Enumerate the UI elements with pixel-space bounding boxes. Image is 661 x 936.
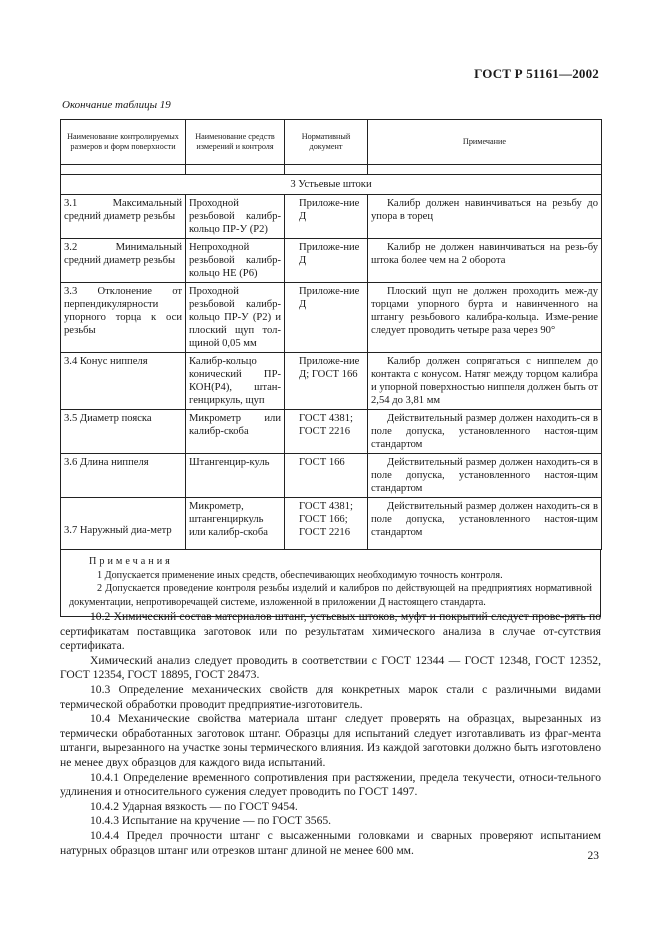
cell-parameter: 3.1 Максимальный средний диаметр резьбы [61, 195, 186, 239]
note-item: 1 Допускается применение иных средств, обеспечивающих необходимую точность контроля. [97, 569, 503, 581]
spacer-row [61, 165, 602, 175]
cell-instrument: Проходной резьбовой калибр-кольцо ПР-У (Р2) и плоский щуп тол-щиной 0,05 мм [186, 283, 285, 353]
paragraph: 10.4.1 Определение временного сопротивления при растяжении, предела текучести, относи-тельного удлинения и относительного сужения следует проводить по ГОСТ 1497. [60, 770, 601, 799]
cell-note: Действительный размер должен находить-ся в поле допуска, установленного настоя-щим стандартом [368, 410, 602, 454]
cell-standard: ГОСТ 4381; ГОСТ 2216 [285, 410, 368, 454]
cell-instrument: Микрометр или калибр-скоба [186, 410, 285, 454]
paragraph: Химический анализ следует проводить в соответствии с ГОСТ 12344 — ГОСТ 12348, ГОСТ 12352, ГОСТ 12354, ГОСТ 18895, ГОСТ 28473. [60, 653, 601, 682]
table-caption: Окончание таблицы 19 [62, 99, 171, 111]
table-row [61, 454, 602, 498]
column-header: Нормативный документ [285, 120, 368, 165]
cell-parameter: 3.3 Отклонение от перпендикулярности упорного торца к оси резьбы [61, 283, 186, 353]
cell-note: Действительный размер должен находить-ся в поле допуска, установленного настоя-щим стандартом [368, 498, 602, 550]
table-row [61, 498, 602, 550]
paragraph: 10.4.2 Ударная вязкость — по ГОСТ 9454. [90, 799, 298, 813]
column-header: Примечание [368, 120, 602, 165]
cell-parameter: 3.4 Конус ниппеля [61, 353, 186, 410]
cell-standard: Приложе-ние Д [285, 239, 368, 283]
notes-title: Примечания [89, 556, 173, 567]
cell-instrument: Проходной резьбовой калибр-кольцо ПР-У (Р2) [186, 195, 285, 239]
column-header: Наименование контролируемых размеров и форм поверхности [61, 120, 186, 165]
cell-instrument: Микрометр, штангенциркуль или калибр-скоба [186, 498, 285, 550]
cell-note: Калибр должен сопрягаться с ниппелем до контакта с конусом. Натяг между торцом калибра и упорной поверхностью ниппеля должен быть от 2,54 до 3,81 мм [368, 353, 602, 410]
table-row [61, 353, 602, 410]
table-19-end [60, 119, 601, 617]
table-row [61, 283, 602, 353]
cell-instrument: Штангенцир-куль [186, 454, 285, 498]
section-row [61, 175, 602, 195]
cell-standard: Приложе-ние Д [285, 283, 368, 353]
cell-note: Действительный размер должен находить-ся в поле допуска, установленного настоя-щим стандартом [368, 454, 602, 498]
paragraph: 10.4.3 Испытание на кручение — по ГОСТ 3565. [90, 814, 332, 828]
cell-standard: ГОСТ 4381; ГОСТ 166; ГОСТ 2216 [285, 498, 368, 550]
table-header-row [61, 120, 602, 165]
body-text [60, 610, 601, 858]
cell-parameter: 3.5 Диаметр пояска [61, 410, 186, 454]
table-notes [60, 550, 601, 617]
section-title: 3 Устьевые штоки [61, 175, 602, 195]
table-row [61, 195, 602, 239]
table-row [61, 410, 602, 454]
cell-standard: Приложе-ние Д; ГОСТ 166 [285, 353, 368, 410]
cell-note: Калибр должен навинчиваться на резьбу до упора в торец [368, 195, 602, 239]
cell-note: Плоский щуп не должен проходить меж-ду торцами упорного бурта и навинченного на штангу резьбового калибра-кольца. Изме-рение следует проводить четыре раза через 90° [368, 283, 602, 353]
paragraph: 10.3 Определение механических свойств для конкретных марок стали с различными видами термической обработки проводит предприятие-изготовитель. [60, 682, 601, 711]
cell-parameter: 3.6 Длина ниппеля [61, 454, 186, 498]
cell-note: Калибр не должен навинчиваться на резь-бу штока более чем на 2 оборота [368, 239, 602, 283]
measurement-table [60, 119, 602, 550]
cell-parameter: 3.2 Минимальный средний диаметр резьбы [61, 239, 186, 283]
cell-instrument: Калибр-кольцо конический ПР-КОН(Р4), штан-генциркуль, щуп [186, 353, 285, 410]
paragraph: 10.4.4 Предел прочности штанг с высаженными головками и сварных проверяют испытанием натурных образцов штанг или отрезков штанг длиной не менее 600 мм. [60, 828, 601, 857]
document-code: ГОСТ Р 51161—2002 [474, 66, 599, 81]
table-row [61, 239, 602, 283]
paragraph: 10.4 Механические свойства материала штанг следует проверять на образцах, вырезанных из термически обработанных заготовок штанг. Образцы для испытаний следует изготавливать из фраг-мента штанги, вырезанного на участке зоны термического влияния. Из каждой заготовки должно быть изготовлено не менее двух образцов для каждого вида испытаний. [60, 712, 601, 769]
paragraph: 10.2 Химический состав материалов штанг, устьевых штоков, муфт и покрытий следует прове-рять по сертификатам поставщика заготовок или по результатам химического анализа в случае от-сутствия сертификата. [60, 610, 601, 653]
column-header: Наименование средств измерений и контроля [186, 120, 285, 165]
page-number: 23 [587, 850, 599, 862]
note-item: 2 Допускается проведение контроля резьбы изделий и калибров по действующей на предприятиях нормативной документации, непротиворечащей системе, изложенной в приложении Д настоящего стандарта. [69, 583, 592, 608]
cell-standard: Приложе-ние Д [285, 195, 368, 239]
cell-standard: ГОСТ 166 [285, 454, 368, 498]
cell-parameter: 3.7 Наружный диа-метр [61, 498, 186, 550]
cell-instrument: Непроходной резьбовой калибр-кольцо НЕ (Р6) [186, 239, 285, 283]
